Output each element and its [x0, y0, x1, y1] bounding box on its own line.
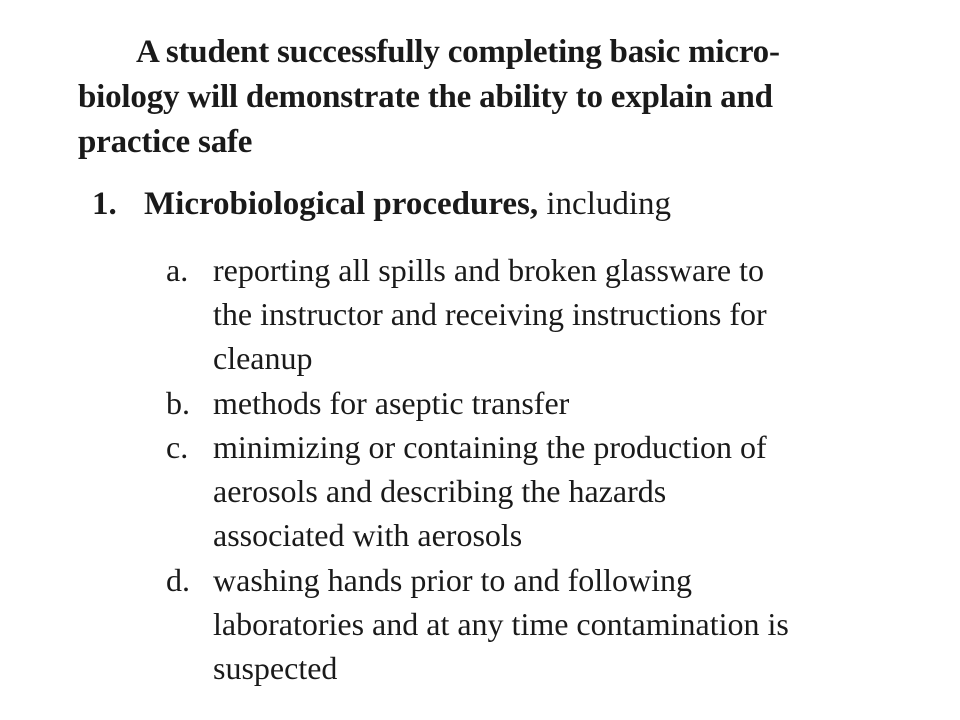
- intro-paragraph: [78, 30, 878, 165]
- sub-item-d: [166, 558, 886, 690]
- sub-item-text: [213, 381, 886, 425]
- sub-item-line: washing hands prior to and following: [213, 562, 693, 598]
- intro-line: A student successfully completing basic micro-: [136, 34, 780, 70]
- sub-item-line: methods for aseptic transfer: [213, 385, 570, 421]
- sub-item-text: [213, 558, 886, 690]
- intro-line: biology will demonstrate the ability to explain and: [78, 79, 773, 115]
- sub-item-b: [166, 381, 886, 425]
- sub-item-line: cleanup: [213, 340, 313, 376]
- sub-item-c: [166, 425, 886, 557]
- list-item-1: [92, 182, 852, 227]
- list-item-number: 1.: [92, 186, 117, 222]
- intro-line: practice safe: [78, 124, 253, 160]
- list-item-title: Microbiological procedures,: [144, 186, 539, 222]
- sub-item-text: [213, 425, 886, 557]
- sub-item-letter: a.: [166, 252, 189, 288]
- sub-item-line: aerosols and describing the hazards: [213, 473, 667, 509]
- sub-item-letter: c.: [166, 429, 189, 465]
- sub-item-text: [213, 248, 886, 380]
- sub-item-line: suspected: [213, 650, 338, 686]
- sub-item-line: associated with aerosols: [213, 517, 523, 553]
- sub-item-letter: b.: [166, 385, 190, 421]
- sub-item-letter: d.: [166, 562, 190, 598]
- sub-item-a: [166, 248, 886, 380]
- sub-item-line: laboratories and at any time contamination is: [213, 606, 789, 642]
- sub-item-line: the instructor and receiving instructions for: [213, 296, 767, 332]
- list-item-suffix: including: [538, 186, 672, 222]
- sub-item-line: reporting all spills and broken glassware to: [213, 252, 764, 288]
- sub-item-line: minimizing or containing the production of: [213, 429, 767, 465]
